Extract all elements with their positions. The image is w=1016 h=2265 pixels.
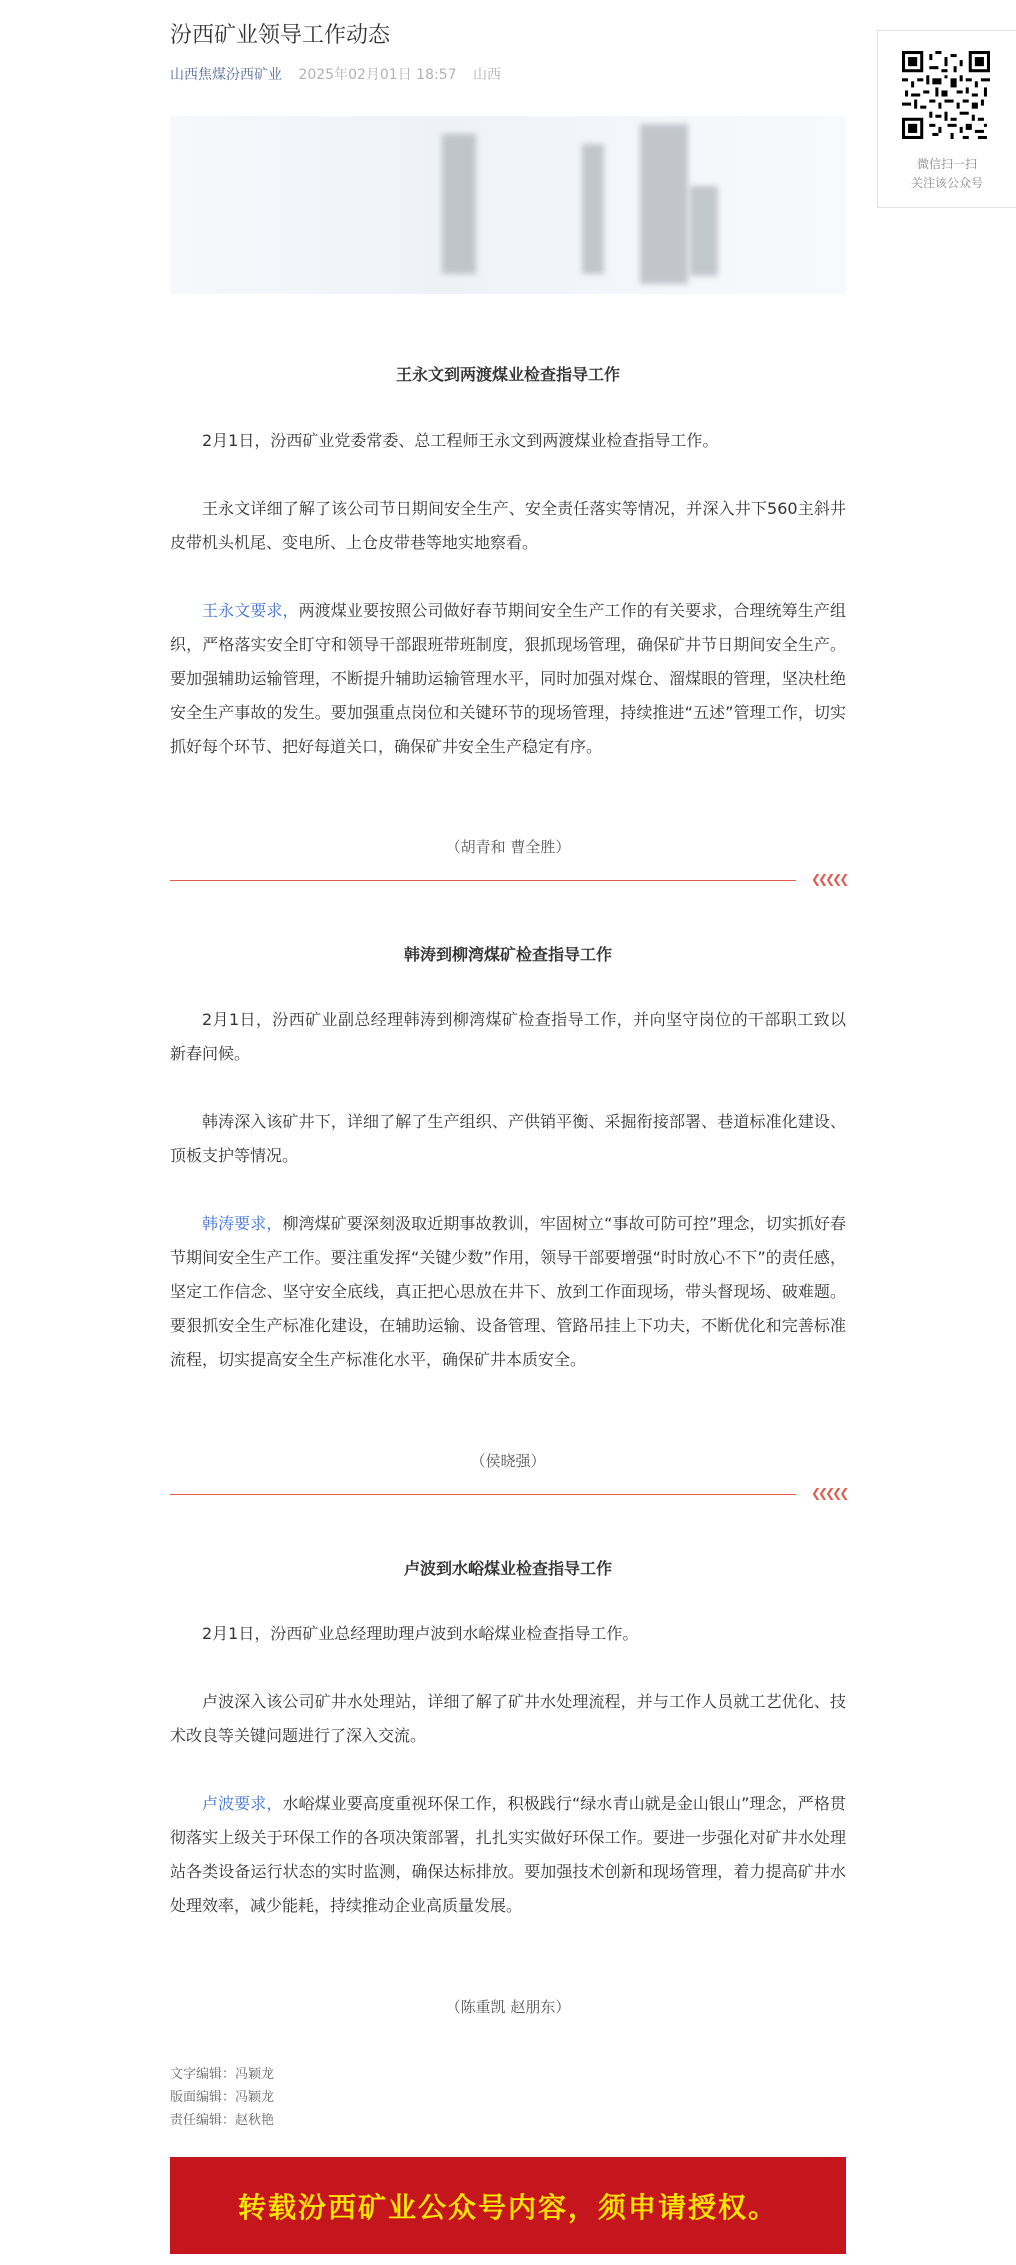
- highlight-lead: 韩涛要求，: [202, 1214, 283, 1233]
- chevrons-icon: ❮❮❮❮❮: [811, 872, 847, 886]
- publish-time: 2025年02月01日 18:57: [298, 67, 457, 83]
- paragraph: 韩涛深入该矿井下，详细了解了生产组织、产供销平衡、采掘衔接部署、巷道标准化建设、顶板支护等情况。: [170, 1112, 846, 1165]
- qr-code-icon[interactable]: [902, 51, 990, 139]
- section-heading: 韩涛到柳湾煤矿检查指导工作: [403, 945, 612, 964]
- qr-caption-line2: 关注该公众号: [910, 176, 983, 190]
- copyright-text: 转载汾西矿业公众号内容，须申请授权。: [237, 2190, 778, 2224]
- paragraph: 2月1日，汾西矿业副总经理韩涛到柳湾煤矿检查指导工作，并向坚守岗位的干部职工致以新春问候。: [170, 1010, 846, 1063]
- author-credit: （胡青和 曹全胜）: [445, 838, 571, 856]
- qr-follow-panel: [877, 30, 1016, 208]
- qr-caption-line1: 微信扫一扫: [916, 157, 977, 171]
- paragraph: 卢波深入该公司矿井水处理站，详细了解了矿井水处理流程，并与工作人员就工艺优化、技术改良等关键问题进行了深入交流。: [170, 1692, 846, 1745]
- highlight-body: 两渡煤业要按照公司做好春节期间安全生产工作的有关要求，合理统筹生产组织，严格落实安全盯守和领导干部跟班带班制度，狠抓现场管理，确保矿井节日期间安全生产。要加强辅助运输管理，不断提升辅助运输管理水平，同时加强对煤仓、溜煤眼的管理，坚决杜绝安全生产事故的发生。要加强重点岗位和关键环节的现场管理，持续推进“五述”管理工作，切实抓好每个环节、把好每道关口，确保矿井安全生产稳定有序。: [170, 601, 846, 756]
- highlight-body: 柳湾煤矿要深刻汲取近期事故教训，牢固树立“事故可防可控”理念，切实抓好春节期间安全生产工作。要注重发挥“关键少数”作用，领导干部要增强“时时放心不下”的责任感，坚定工作信念、坚守安全底线，真正把心思放在井下、放到工作面现场，带头督现场、破难题。要狠抓安全生产标准化建设，在辅助运输、设备管理、管路吊挂上下功夫，不断优化和完善标准流程，切实提高安全生产标准化水平，确保矿井本质安全。: [170, 1214, 846, 1369]
- chevrons-icon: ❮❮❮❮❮: [811, 1486, 847, 1500]
- section-divider: [170, 880, 796, 881]
- layout-editor: 版面编辑：冯颖龙: [170, 2090, 275, 2105]
- highlight-lead: 卢波要求，: [202, 1794, 283, 1813]
- paragraph: [170, 1207, 846, 1377]
- blurred-calligraphy: [442, 134, 476, 274]
- paragraph: 王永文详细了解了该公司节日期间安全生产、安全责任落实等情况，并深入井下560主斜井皮带机头机尾、变电所、上仓皮带巷等地实地察看。: [170, 499, 846, 552]
- publish-location: 山西: [472, 67, 501, 83]
- copyright-banner: [170, 2157, 846, 2254]
- section-heading: 王永文到两渡煤业检查指导工作: [395, 365, 620, 384]
- article-meta: [170, 64, 501, 84]
- author-credit: （侯晓强）: [470, 1452, 546, 1470]
- page-title: 汾西矿业领导工作动态: [170, 23, 391, 48]
- editor-credits: [170, 2063, 274, 2132]
- paragraph: 2月1日，汾西矿业总经理助理卢波到水峪煤业检查指导工作。: [202, 1624, 639, 1643]
- qr-caption: [878, 155, 1016, 193]
- section-heading: 卢波到水峪煤业检查指导工作: [403, 1559, 612, 1578]
- blurred-calligraphy: [582, 144, 604, 274]
- paragraph: [170, 1787, 846, 1923]
- header-image: [170, 116, 846, 294]
- text-editor: 文字编辑：冯颖龙: [170, 2067, 275, 2082]
- section-divider: [170, 1494, 796, 1495]
- chief-editor: 责任编辑：赵秋艳: [170, 2113, 275, 2128]
- author-credit: （陈重凯 赵朋东）: [445, 1998, 571, 2016]
- blurred-calligraphy: [640, 124, 688, 284]
- account-name-link[interactable]: 山西焦煤汾西矿业: [170, 67, 282, 83]
- blurred-calligraphy: [690, 186, 718, 276]
- highlight-lead: 王永文要求，: [202, 601, 299, 620]
- paragraph: [170, 594, 846, 764]
- highlight-body: 水峪煤业要高度重视环保工作，积极践行“绿水青山就是金山银山”理念，严格贯彻落实上级关于环保工作的各项决策部署，扎扎实实做好环保工作。要进一步强化对矿井水处理站各类设备运行状态的实时监测，确保达标排放。要加强技术创新和现场管理，着力提高矿井水处理效率，减少能耗，持续推动企业高质量发展。: [170, 1794, 846, 1915]
- paragraph: 2月1日，汾西矿业党委常委、总工程师王永文到两渡煤业检查指导工作。: [202, 431, 719, 450]
